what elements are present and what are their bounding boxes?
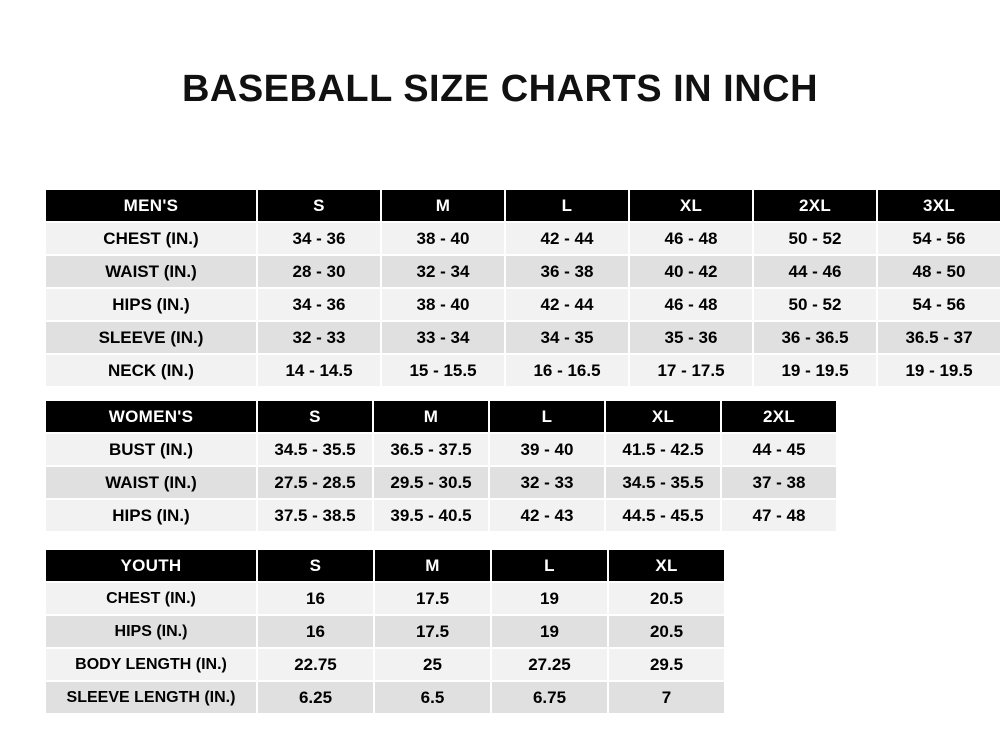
table-row [45, 499, 837, 532]
table-cell: 22.75 [257, 648, 374, 681]
table-row [45, 288, 1000, 321]
table-cell: 34.5 - 35.5 [605, 466, 721, 499]
table-cell: 35 - 36 [629, 321, 753, 354]
table-row [45, 433, 837, 466]
table-cell: 15 - 15.5 [381, 354, 505, 387]
table-cell: 50 - 52 [753, 288, 877, 321]
table-cell: 19 - 19.5 [877, 354, 1000, 387]
table-cell: 6.25 [257, 681, 374, 714]
table-cell: 48 - 50 [877, 255, 1000, 288]
column-header: WOMEN'S [45, 400, 257, 433]
table-cell: 54 - 56 [877, 222, 1000, 255]
table-row [45, 681, 725, 714]
row-label: CHEST (IN.) [45, 222, 257, 255]
table-cell: 41.5 - 42.5 [605, 433, 721, 466]
table-cell: 34 - 36 [257, 222, 381, 255]
table-cell: 19 - 19.5 [753, 354, 877, 387]
table-cell: 54 - 56 [877, 288, 1000, 321]
table-cell: 29.5 - 30.5 [373, 466, 489, 499]
table-cell: 32 - 33 [257, 321, 381, 354]
table-cell: 44.5 - 45.5 [605, 499, 721, 532]
mens-size-table-container [44, 188, 1000, 388]
row-label: WAIST (IN.) [45, 255, 257, 288]
table-cell: 50 - 52 [753, 222, 877, 255]
table-cell: 7 [608, 681, 725, 714]
column-header: MEN'S [45, 189, 257, 222]
mens-size-table [44, 188, 1000, 388]
table-cell: 38 - 40 [381, 288, 505, 321]
table-cell: 28 - 30 [257, 255, 381, 288]
column-header: 3XL [877, 189, 1000, 222]
womens-size-table-container [44, 399, 838, 533]
row-label: WAIST (IN.) [45, 466, 257, 499]
column-header: M [381, 189, 505, 222]
table-cell: 37 - 38 [721, 466, 837, 499]
table-cell: 42 - 44 [505, 288, 629, 321]
table-cell: 19 [491, 582, 608, 615]
table-cell: 39 - 40 [489, 433, 605, 466]
column-header: L [491, 549, 608, 582]
table-row [45, 255, 1000, 288]
table-row [45, 321, 1000, 354]
table-cell: 25 [374, 648, 491, 681]
column-header: L [489, 400, 605, 433]
table-cell: 36.5 - 37 [877, 321, 1000, 354]
table-cell: 44 - 46 [753, 255, 877, 288]
table-cell: 16 [257, 615, 374, 648]
table-cell: 16 [257, 582, 374, 615]
table-cell: 20.5 [608, 615, 725, 648]
table-cell: 17.5 [374, 615, 491, 648]
table-cell: 32 - 33 [489, 466, 605, 499]
table-cell: 20.5 [608, 582, 725, 615]
table-cell: 46 - 48 [629, 288, 753, 321]
table-cell: 37.5 - 38.5 [257, 499, 373, 532]
womens-size-table [44, 399, 838, 533]
table-cell: 42 - 43 [489, 499, 605, 532]
table-cell: 42 - 44 [505, 222, 629, 255]
table-header-row [45, 549, 725, 582]
table-cell: 19 [491, 615, 608, 648]
table-cell: 36 - 38 [505, 255, 629, 288]
table-cell: 17 - 17.5 [629, 354, 753, 387]
row-label: HIPS (IN.) [45, 615, 257, 648]
row-label: CHEST (IN.) [45, 582, 257, 615]
page-title: BASEBALL SIZE CHARTS IN INCH [181, 68, 819, 110]
row-label: HIPS (IN.) [45, 499, 257, 532]
table-cell: 17.5 [374, 582, 491, 615]
column-header: XL [605, 400, 721, 433]
column-header: XL [629, 189, 753, 222]
table-cell: 38 - 40 [381, 222, 505, 255]
table-cell: 14 - 14.5 [257, 354, 381, 387]
table-cell: 29.5 [608, 648, 725, 681]
table-cell: 33 - 34 [381, 321, 505, 354]
column-header: XL [608, 549, 725, 582]
table-cell: 39.5 - 40.5 [373, 499, 489, 532]
table-cell: 36 - 36.5 [753, 321, 877, 354]
table-header-row [45, 189, 1000, 222]
table-cell: 44 - 45 [721, 433, 837, 466]
table-cell: 6.75 [491, 681, 608, 714]
column-header: 2XL [721, 400, 837, 433]
row-label: SLEEVE (IN.) [45, 321, 257, 354]
row-label: BODY LENGTH (IN.) [45, 648, 257, 681]
column-header: S [257, 400, 373, 433]
table-cell: 6.5 [374, 681, 491, 714]
table-row [45, 354, 1000, 387]
table-header-row [45, 400, 837, 433]
table-cell: 27.5 - 28.5 [257, 466, 373, 499]
column-header: 2XL [753, 189, 877, 222]
row-label: NECK (IN.) [45, 354, 257, 387]
column-header: L [505, 189, 629, 222]
table-cell: 34 - 35 [505, 321, 629, 354]
table-cell: 36.5 - 37.5 [373, 433, 489, 466]
row-label: HIPS (IN.) [45, 288, 257, 321]
table-row [45, 582, 725, 615]
column-header: M [373, 400, 489, 433]
table-cell: 46 - 48 [629, 222, 753, 255]
table-cell: 34 - 36 [257, 288, 381, 321]
table-row [45, 466, 837, 499]
column-header: M [374, 549, 491, 582]
youth-size-table [44, 548, 726, 715]
row-label: BUST (IN.) [45, 433, 257, 466]
table-row [45, 222, 1000, 255]
youth-size-table-container [44, 548, 726, 715]
row-label: SLEEVE LENGTH (IN.) [45, 681, 257, 714]
column-header: S [257, 189, 381, 222]
table-cell: 34.5 - 35.5 [257, 433, 373, 466]
table-cell: 47 - 48 [721, 499, 837, 532]
table-row [45, 615, 725, 648]
column-header: YOUTH [45, 549, 257, 582]
table-row [45, 648, 725, 681]
column-header: S [257, 549, 374, 582]
table-cell: 27.25 [491, 648, 608, 681]
table-cell: 32 - 34 [381, 255, 505, 288]
table-cell: 16 - 16.5 [505, 354, 629, 387]
table-cell: 40 - 42 [629, 255, 753, 288]
